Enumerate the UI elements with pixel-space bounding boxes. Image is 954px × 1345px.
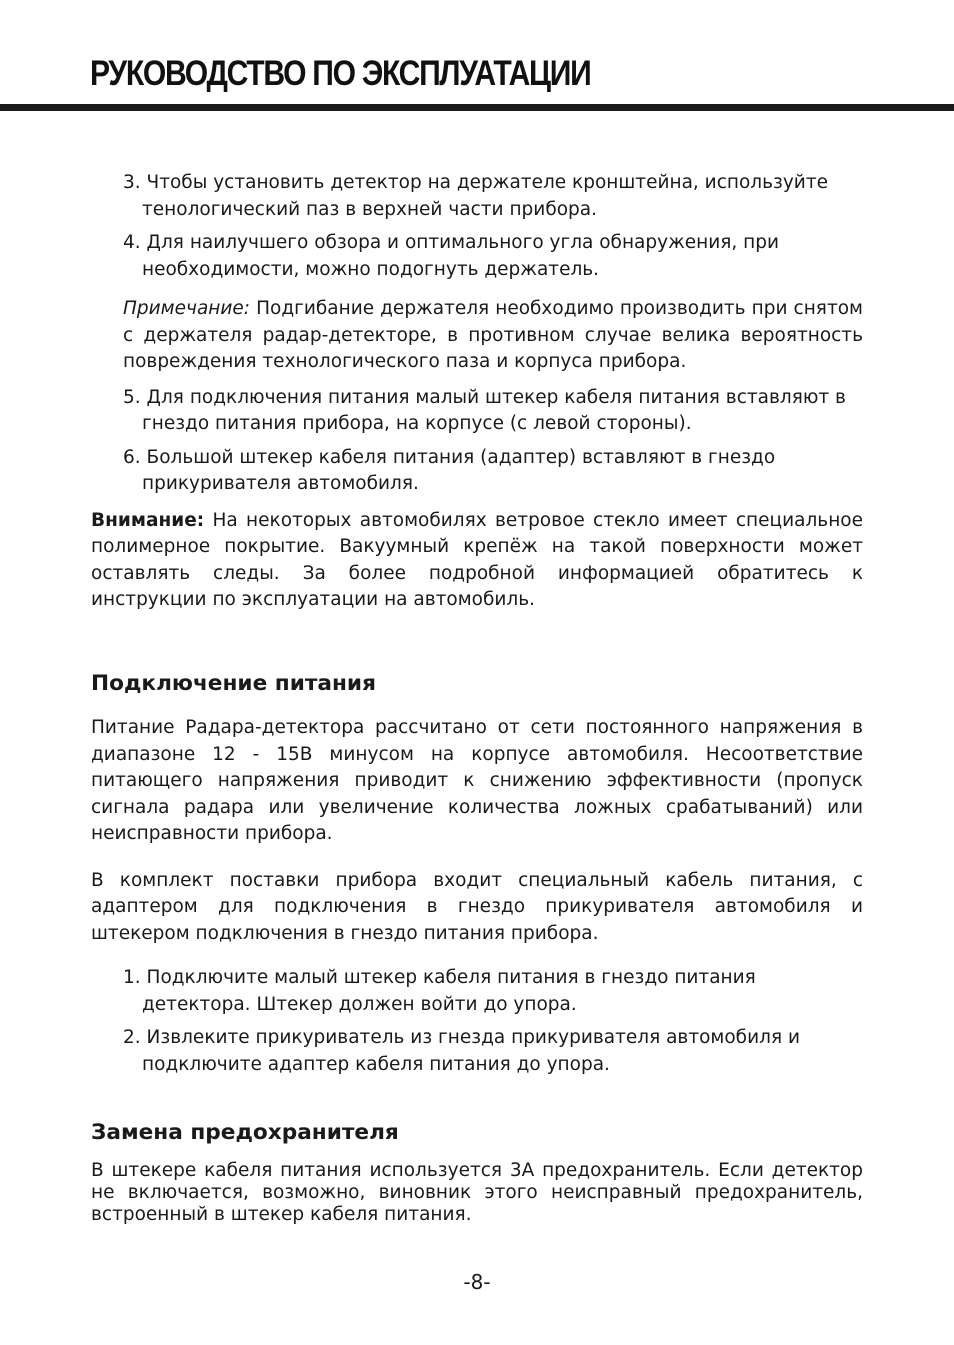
list-item: 5. Для подключения питания малый штекер кабеля питания вставляют в гнездо питания прибора, на корпусе (с левой стороны). xyxy=(123,386,846,434)
attention-label: Внимание: xyxy=(91,509,205,531)
document-body xyxy=(91,170,863,1226)
note-label: Примечание: xyxy=(123,298,251,319)
page-header-title: РУКОВОДСТВО ПО ЭКСПЛУАТАЦИИ xyxy=(90,54,591,93)
page-number: -8- xyxy=(463,1270,491,1294)
list-item: 1. Подключите малый штекер кабеля питания в гнездо питания детектора. Штекер должен войти до упора. xyxy=(123,967,756,1015)
fuse-paragraph: В штекере кабеля питания используется 3А предохранитель. Если детектор не включается, возможно, виновник этого неисправный предохранитель, встроенный в штекер кабеля питания. xyxy=(91,1159,863,1225)
list-item: 6. Большой штекер кабеля питания (адаптер) вставляют в гнездо прикуривателя автомобиля. xyxy=(123,446,776,494)
power-paragraph-1: Питание Радара-детектора рассчитано от сети постоянного напряжения в диапазоне 12 - 15В минусом на корпусе автомобиля. Несоответствие питающего напряжения приводит к снижению эффективности (пропуск сигнала радара или увеличение количества ложных срабатываний) или неисправности прибора. xyxy=(91,717,863,844)
power-paragraph-2: В комплект поставки прибора входит специальный кабель питания, с адаптером для подключения в гнездо прикуривателя автомобиля и штекером подключения в гнездо питания прибора. xyxy=(91,869,863,944)
attention-text: На некоторых автомобилях ветровое стекло имеет специальное полимерное покрытие. Вакуумный крепёж на такой поверхности может оставлять следы. За более подробной информацией обратитесь к инструкции по эксплуатации на автомобиль. xyxy=(91,509,863,610)
attention-paragraph xyxy=(91,508,863,614)
header-divider xyxy=(0,104,954,111)
note-text: Подгибание держателя необходимо производить при снятом с держателя радар-детекторе, в противном случае велика вероятность повреждения технологического паза и корпуса прибора. xyxy=(123,298,863,372)
list-item: 2. Извлеките прикуриватель из гнезда прикуривателя автомобиля и подключите адаптер кабеля питания до упора. xyxy=(123,1027,800,1075)
list-item: 4. Для наилучшего обзора и оптимального угла обнаружения, при необходимости, можно подогнуть держатель. xyxy=(123,232,780,280)
section-title-power: Подключение питания xyxy=(91,670,376,696)
section-title-fuse: Замена предохранителя xyxy=(91,1120,399,1145)
list-item: 3. Чтобы установить детектор на держателе кронштейна, используйте тенологический паз в верхней части прибора. xyxy=(123,172,828,220)
note-paragraph xyxy=(123,296,863,376)
